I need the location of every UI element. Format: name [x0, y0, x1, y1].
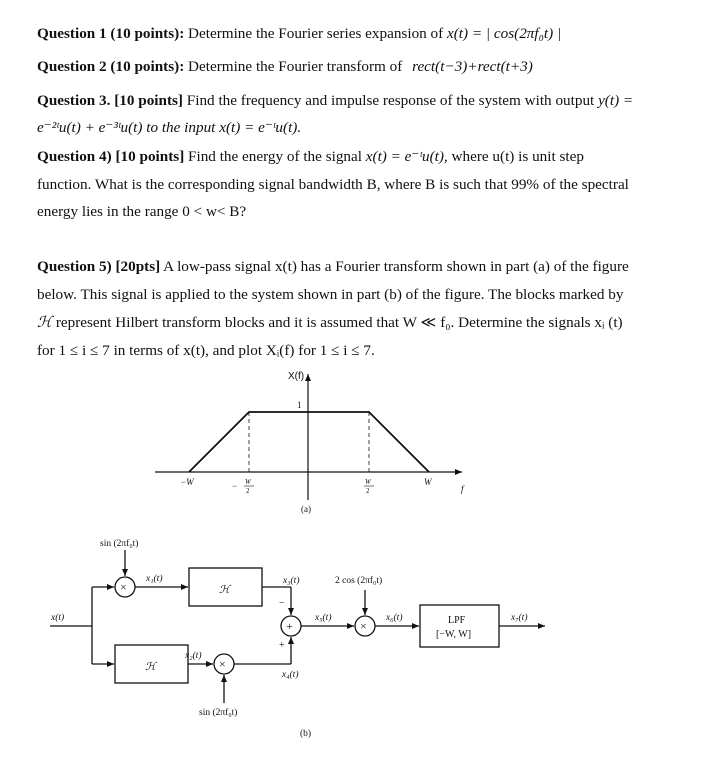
question-3-label: Question 3. [10 points]: [37, 92, 183, 109]
plus-sign: +: [279, 640, 285, 651]
question-4-text-a: Find the energy of the signal: [184, 148, 366, 165]
peak-label: 1: [297, 400, 302, 410]
question-4-label: Question 4) [10 points]: [37, 148, 185, 165]
caption-b: (b): [300, 729, 312, 739]
neg-half-minus: −: [232, 481, 238, 491]
question-1-label: Question 1 (10 points):: [37, 25, 185, 42]
question-2-text: Determine the Fourier transform of: [184, 58, 407, 75]
x1-label: x₁(t): [146, 574, 163, 584]
tick-neg-w: −W: [180, 477, 194, 487]
sin-bottom-label: sin (2πf₀t): [199, 708, 238, 718]
question-1-text: Determine the Fourier series expansion of: [184, 25, 447, 42]
hilbert-top-label: ℋ: [219, 584, 230, 596]
input-label: x(t): [51, 613, 65, 623]
cos-label: 2 cos (2πf₀t): [335, 576, 383, 586]
x2-label: x₂(t): [185, 651, 202, 661]
caption-a: (a): [301, 504, 311, 514]
lpf-range: [−W, W]: [436, 629, 472, 640]
x5-label: x₅(t): [315, 613, 332, 623]
question-4-line-3: energy lies in the range 0 < w< B?: [37, 203, 247, 220]
pos-half-den: 2: [366, 487, 370, 495]
figure-b-symbols: [50, 538, 528, 739]
question-3-text: Find the frequency and impulse response of the system with output: [183, 92, 599, 109]
multiplier-top-symbol: ×: [120, 580, 127, 594]
hilbert-bottom-label: ℋ: [145, 661, 156, 673]
neg-half-den: 2: [246, 487, 250, 495]
multiplier-bottom-symbol: ×: [219, 657, 226, 671]
question-4-line-2: function. What is the corresponding signal bandwidth B, where B is such that 99% of the spectral: [37, 176, 629, 193]
multiplier-cos-symbol: ×: [360, 619, 367, 633]
xf-label: X(f): [288, 371, 305, 382]
spectrum-trapezoid: [189, 412, 429, 472]
question-3-math: y(t) =: [598, 92, 634, 109]
minus-sign: −: [279, 598, 285, 609]
question-4-text-b: where u(t) is unit step: [447, 148, 584, 165]
x3-label: x₃(t): [283, 576, 300, 586]
question-4-math: x(t) = e⁻ᵗu(t),: [365, 148, 448, 165]
adder-symbol: +: [286, 619, 293, 633]
lpf-block: [420, 605, 499, 647]
x4-label: x₄(t): [282, 670, 299, 680]
question-5-text-3: represent Hilbert transform blocks and it is assumed that W ≪ f₀. Determine the signals xᵢ (t): [52, 314, 623, 331]
question-2-label: Question 2 (10 points):: [37, 58, 185, 75]
question-2-math: rect(t−3)+rect(t+3): [412, 58, 533, 75]
figure-b: [50, 550, 545, 703]
hilbert-symbol: ℋ: [37, 314, 53, 331]
x7-label: x₇(t): [511, 613, 528, 623]
question-5-line-2: below. This signal is applied to the system shown in part (b) of the figure. The blocks marked by: [37, 286, 624, 303]
x6-label: x₆(t): [386, 613, 403, 623]
f-label: f: [461, 484, 464, 494]
sin-top-label: sin (2πf₀t): [100, 539, 139, 549]
question-5-text-1: A low-pass signal x(t) has a Fourier transform shown in part (a) of the figure: [160, 258, 629, 275]
tick-w: W: [424, 477, 432, 487]
question-1-math: x(t) = | cos(2πf₀t) |: [447, 25, 562, 42]
pos-half-num: W: [365, 478, 371, 486]
neg-half-num: W: [245, 478, 251, 486]
question-3-line-2: e⁻²ᵗu(t) + e⁻³ᵗu(t) to the input x(t) = e⁻ᵗu(t).: [37, 119, 302, 136]
question-5-label: Question 5) [20pts]: [37, 258, 161, 275]
figure-a: [155, 371, 465, 514]
question-5-line-4: for 1 ≤ i ≤ 7 in terms of x(t), and plot Xᵢ(f) for 1 ≤ i ≤ 7.: [37, 342, 375, 359]
lpf-label: LPF: [448, 615, 466, 626]
